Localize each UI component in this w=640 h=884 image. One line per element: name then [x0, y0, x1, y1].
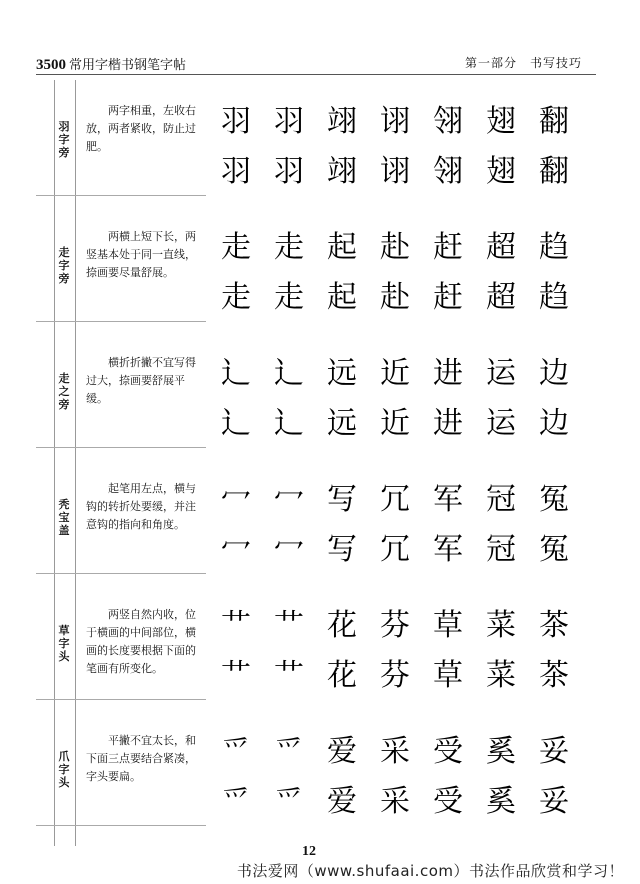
character-row [210, 522, 590, 570]
example-character: 运 [486, 406, 516, 441]
radical-label: 走之旁 [58, 372, 70, 411]
example-character: 辶 [274, 406, 304, 441]
example-character: 爫 [274, 734, 304, 769]
example-character: 辶 [274, 356, 304, 391]
book-number: 3500 [36, 57, 66, 73]
site-watermark: 书法爱网（www.shufaai.com）书法作品欣赏和学习！ [236, 862, 624, 880]
example-character: 走 [274, 230, 304, 265]
character-row [210, 220, 590, 268]
technique-note: 横折折撇不宜写得过大，捺画要舒展平缓。 [86, 356, 196, 405]
example-character: 进 [433, 406, 463, 441]
radical-label: 草字头 [58, 624, 70, 663]
example-character: 起 [327, 280, 357, 315]
example-character: 受 [433, 734, 463, 769]
radical-label: 走字旁 [58, 246, 70, 285]
example-character: 妥 [539, 734, 569, 769]
radical-label: 羽字旁 [58, 120, 70, 159]
example-character: 趋 [539, 280, 569, 315]
example-character: 赴 [380, 230, 410, 265]
radical-section [36, 458, 596, 574]
example-character: 边 [539, 406, 569, 441]
section-divider [36, 321, 206, 322]
character-row [210, 396, 590, 444]
example-character: 奚 [486, 784, 516, 819]
character-row [210, 346, 590, 394]
section-divider [36, 825, 206, 826]
example-character: 爫 [221, 734, 251, 769]
example-character: 辶 [221, 356, 251, 391]
page-number: 12 [302, 844, 316, 859]
example-character: 羽 [274, 154, 304, 189]
example-character: 写 [327, 482, 357, 517]
example-character: 赶 [433, 280, 463, 315]
example-character: 爫 [274, 784, 304, 819]
example-character: 近 [380, 406, 410, 441]
radical-section [36, 332, 596, 448]
example-character: 军 [433, 532, 463, 567]
example-character: 翻 [539, 104, 569, 139]
example-character: 冤 [539, 532, 569, 567]
book-title [36, 54, 186, 74]
example-character: 爫 [221, 784, 251, 819]
radical-section [36, 80, 596, 196]
example-character: 艹 [221, 658, 251, 693]
example-character: 翅 [486, 104, 516, 139]
example-character: 冖 [221, 532, 251, 567]
example-character: 进 [433, 356, 463, 391]
example-character: 走 [221, 280, 251, 315]
example-character: 冠 [486, 532, 516, 567]
example-character: 诩 [380, 154, 410, 189]
example-character: 走 [221, 230, 251, 265]
character-grid [210, 472, 590, 572]
character-grid [210, 346, 590, 446]
character-grid [210, 598, 590, 698]
example-character: 艹 [221, 608, 251, 643]
example-character: 走 [274, 280, 304, 315]
example-character: 冖 [274, 532, 304, 567]
section-title: 第一部分 书写技巧 [464, 56, 582, 70]
character-grid [210, 220, 590, 320]
example-character: 边 [539, 356, 569, 391]
example-character: 芬 [380, 658, 410, 693]
example-character: 受 [433, 784, 463, 819]
example-character: 羽 [221, 154, 251, 189]
character-row [210, 472, 590, 520]
example-character: 采 [380, 734, 410, 769]
example-character: 爱 [327, 784, 357, 819]
character-grid [210, 94, 590, 194]
example-character: 冠 [486, 482, 516, 517]
radical-section [36, 710, 596, 826]
radical-section [36, 206, 596, 322]
example-character: 军 [433, 482, 463, 517]
example-character: 赴 [380, 280, 410, 315]
example-character: 妥 [539, 784, 569, 819]
example-character: 趋 [539, 230, 569, 265]
radical-label: 爪字头 [58, 750, 70, 789]
technique-note: 两字相重，左收右放，两者紧收，防止过肥。 [86, 104, 196, 153]
example-character: 翊 [327, 154, 357, 189]
character-row [210, 648, 590, 696]
example-character: 花 [327, 608, 357, 643]
example-character: 超 [486, 230, 516, 265]
character-row [210, 270, 590, 318]
example-character: 运 [486, 356, 516, 391]
example-character: 翻 [539, 154, 569, 189]
example-character: 超 [486, 280, 516, 315]
section-divider [36, 447, 206, 448]
character-row [210, 598, 590, 646]
example-character: 爱 [327, 734, 357, 769]
example-character: 冖 [221, 482, 251, 517]
example-character: 冤 [539, 482, 569, 517]
character-row [210, 144, 590, 192]
example-character: 翅 [486, 154, 516, 189]
example-character: 艹 [274, 658, 304, 693]
example-character: 写 [327, 532, 357, 567]
character-row [210, 724, 590, 772]
example-character: 冗 [380, 532, 410, 567]
character-grid [210, 724, 590, 824]
technique-note: 两竖自然内收，位于横画的中间部位，横画的长度要根据下面的笔画有所变化。 [86, 608, 196, 675]
example-character: 远 [327, 356, 357, 391]
example-character: 艹 [274, 608, 304, 643]
example-character: 花 [327, 658, 357, 693]
technique-note: 两横上短下长，两竖基本处于同一直线，捺画要尽量舒展。 [86, 230, 196, 279]
example-character: 茶 [539, 658, 569, 693]
example-character: 草 [433, 608, 463, 643]
example-character: 羽 [221, 104, 251, 139]
radical-section [36, 584, 596, 700]
character-row [210, 94, 590, 142]
character-row [210, 774, 590, 822]
example-character: 冗 [380, 482, 410, 517]
example-character: 菜 [486, 658, 516, 693]
example-character: 辶 [221, 406, 251, 441]
book-title-text: 常用字楷书钢笔字帖 [69, 58, 187, 73]
technique-note: 起笔用左点，横与钩的转折处要缓，并注意钩的指向和角度。 [86, 482, 196, 531]
example-character: 草 [433, 658, 463, 693]
section-divider [36, 573, 206, 574]
example-character: 赶 [433, 230, 463, 265]
example-character: 翊 [327, 104, 357, 139]
copybook-body [36, 80, 596, 846]
example-character: 采 [380, 784, 410, 819]
example-character: 茶 [539, 608, 569, 643]
page-header [36, 50, 596, 75]
example-character: 诩 [380, 104, 410, 139]
example-character: 起 [327, 230, 357, 265]
example-character: 远 [327, 406, 357, 441]
section-divider [36, 195, 206, 196]
example-character: 芬 [380, 608, 410, 643]
section-divider [36, 699, 206, 700]
example-character: 羽 [274, 104, 304, 139]
example-character: 翎 [433, 104, 463, 139]
example-character: 冖 [274, 482, 304, 517]
example-character: 菜 [486, 608, 516, 643]
example-character: 翎 [433, 154, 463, 189]
technique-note: 平撇不宜太长，和下面三点要结合紧凑，字头要扁。 [86, 734, 196, 783]
radical-label: 秃宝盖 [58, 498, 70, 537]
example-character: 近 [380, 356, 410, 391]
example-character: 奚 [486, 734, 516, 769]
